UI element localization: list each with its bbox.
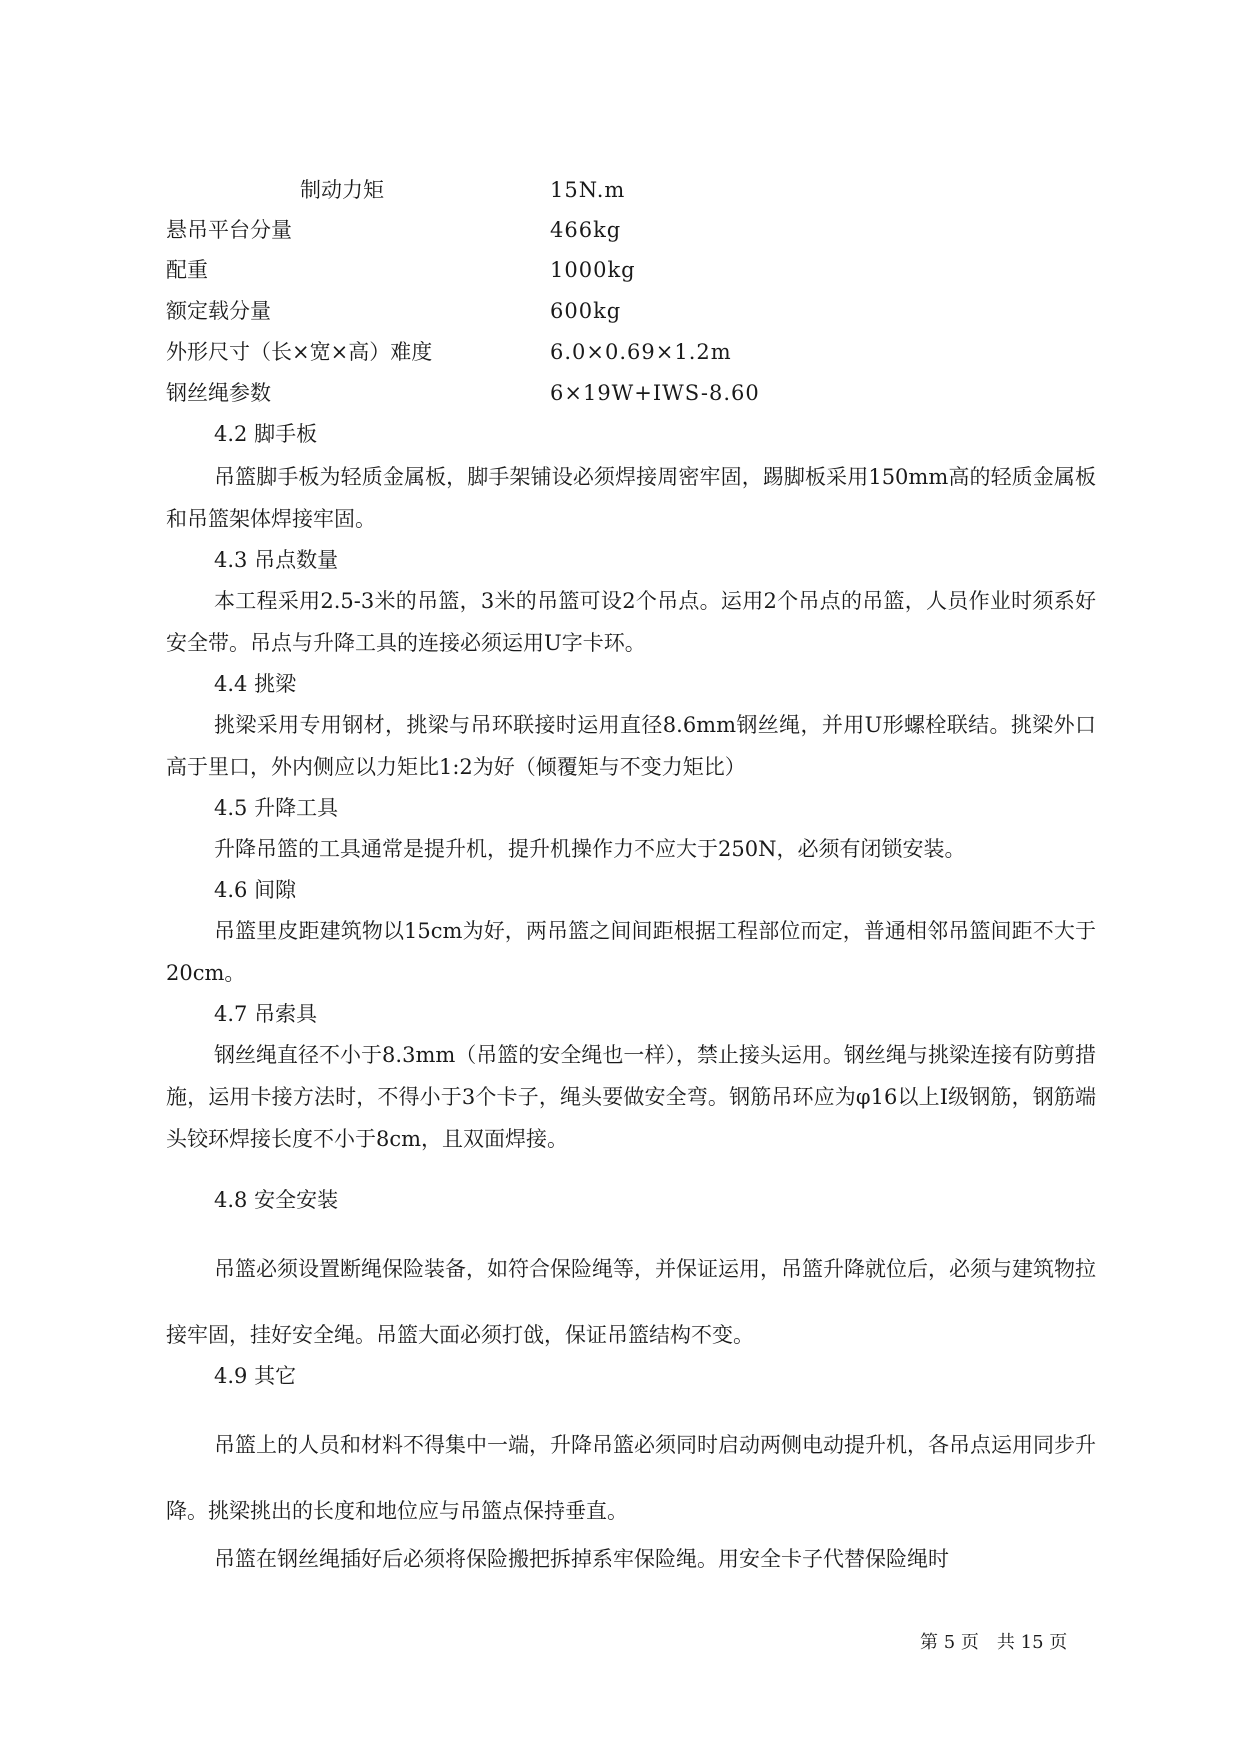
spec-label: 钢丝绳参数 bbox=[166, 381, 271, 405]
section-text-4-9: 吊篮上的人员和材料不得集中一端，升降吊篮必须同时启动两侧电动提升机，各吊点运用同步升降。挑梁挑出的长度和地位应与吊篮点保持垂直。 bbox=[166, 1433, 1096, 1523]
section-text-4-5: 升降吊篮的工具通常是提升机，提升机操作力不应大于250N，必须有闭锁安装。 bbox=[214, 837, 966, 861]
spec-value: 6×19W+IWS-8.60 bbox=[550, 381, 760, 405]
spec-label: 配重 bbox=[166, 258, 208, 282]
spec-value: 466kg bbox=[550, 218, 622, 242]
spec-value: 1000kg bbox=[550, 258, 636, 282]
section-text-4-7: 钢丝绳直径不小于8.3mm（吊篮的安全绳也一样），禁止接头运用。钢丝绳与挑梁连接有防剪措施，运用卡接方法时，不得小于3个卡子，绳头要做安全弯。钢筋吊环应为φ16以上Ⅰ级钢筋，钢筋端头铰环焊接长度不小于8cm，且双面焊接。 bbox=[166, 1043, 1096, 1151]
spec-row-wire-rope bbox=[0, 373, 1241, 413]
section-heading-4-2: 4.2 脚手板 bbox=[214, 422, 318, 446]
spec-row-dimensions bbox=[0, 332, 1241, 372]
section-text-4-2: 吊篮脚手板为轻质金属板，脚手架铺设必须焊接周密牢固，踢脚板采用150mm高的轻质金属板和吊篮架体焊接牢固。 bbox=[166, 465, 1096, 531]
section-text-4-4: 挑梁采用专用钢材，挑梁与吊环联接时运用直径8.6mm钢丝绳，并用U形螺栓联结。挑梁外口高于里口，外内侧应以力矩比1:2为好（倾覆矩与不变力矩比） bbox=[166, 713, 1096, 779]
section-text-4-8: 吊篮必须设置断绳保险装备，如符合保险绳等，并保证运用，吊篮升降就位后，必须与建筑物拉接牢固，挂好安全绳。吊篮大面必须打戗，保证吊篮结构不变。 bbox=[166, 1257, 1096, 1347]
section-heading-4-9: 4.9 其它 bbox=[214, 1364, 297, 1388]
spec-row-braking-torque bbox=[0, 170, 1241, 210]
spec-row-rated-load bbox=[0, 291, 1241, 331]
section-heading-4-4: 4.4 挑梁 bbox=[214, 672, 297, 696]
spec-value: 600kg bbox=[550, 299, 622, 323]
spec-label: 制动力矩 bbox=[300, 178, 384, 202]
section-heading-4-8: 4.8 安全安装 bbox=[214, 1188, 339, 1212]
section-text-4-6: 吊篮里皮距建筑物以15cm为好，两吊篮之间间距根据工程部位而定，普通相邻吊篮间距不大于20cm。 bbox=[166, 919, 1096, 985]
spec-label: 悬吊平台分量 bbox=[166, 218, 292, 242]
section-heading-4-6: 4.6 间隙 bbox=[214, 878, 297, 902]
spec-row-platform-weight bbox=[0, 210, 1241, 250]
spec-label: 额定载分量 bbox=[166, 299, 271, 323]
spec-label: 外形尺寸（长×宽×高）难度 bbox=[166, 340, 433, 364]
section-text-4-9-continued: 吊篮在钢丝绳插好后必须将保险搬把拆掉系牢保险绳。用安全卡子代替保险绳时 bbox=[214, 1547, 949, 1571]
section-text-4-3: 本工程采用2.5-3米的吊篮，3米的吊篮可设2个吊点。运用2个吊点的吊篮，人员作业时须系好安全带。吊点与升降工具的连接必须运用U字卡环。 bbox=[166, 589, 1096, 655]
section-heading-4-7: 4.7 吊索具 bbox=[214, 1002, 318, 1026]
spec-value: 6.0×0.69×1.2m bbox=[550, 340, 732, 364]
section-heading-4-5: 4.5 升降工具 bbox=[214, 796, 339, 820]
section-heading-4-3: 4.3 吊点数量 bbox=[214, 548, 339, 572]
spec-row-counterweight bbox=[0, 250, 1241, 290]
page-footer: 第 5 页 共 15 页 bbox=[920, 1632, 1068, 1653]
spec-value: 15N.m bbox=[550, 178, 626, 202]
